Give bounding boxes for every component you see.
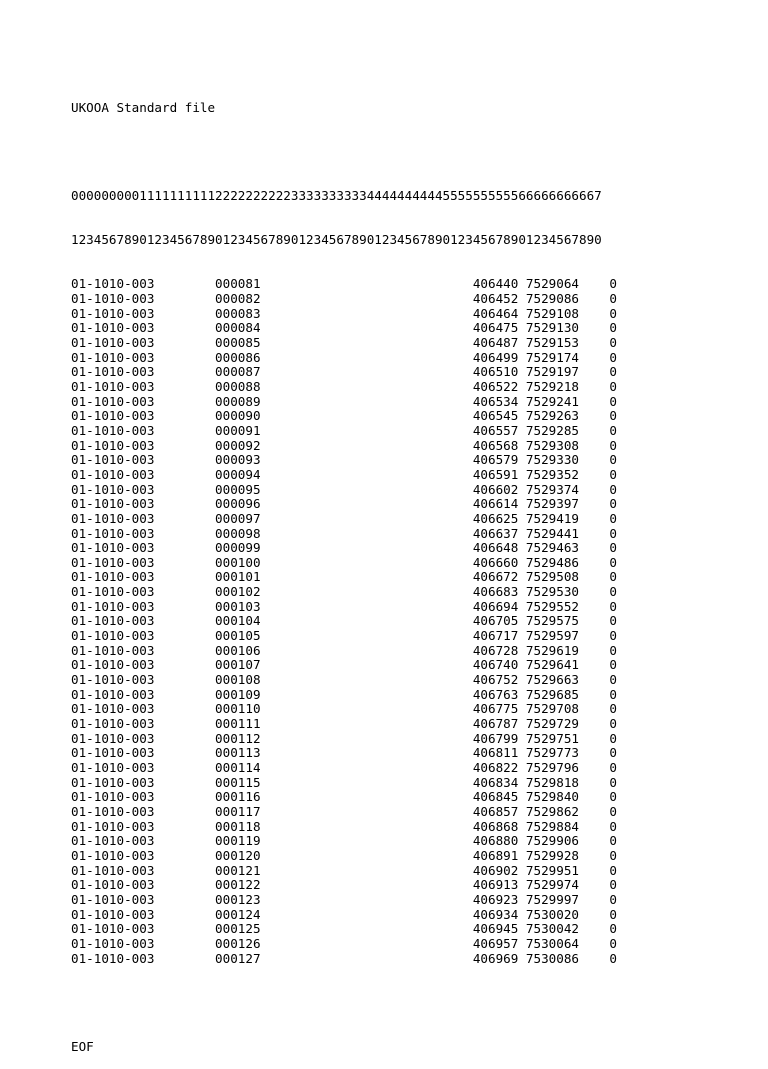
record-row: 01-1010-003 000092 406568 7529308 0: [71, 437, 617, 453]
record-row: 01-1010-003 000106 406728 7529619 0: [71, 642, 617, 658]
record-row: 01-1010-003 000086 406499 7529174 0: [71, 349, 617, 365]
record-row: 01-1010-003 000104 406705 7529575 0: [71, 613, 617, 629]
record-row: 01-1010-003 000084 406475 7529130 0: [71, 320, 617, 336]
column-ruler-units: 1234567890123456789012345678901234567890123456789012345678901234567890: [71, 232, 602, 248]
record-row: 01-1010-003 000098 406637 7529441 0: [71, 525, 617, 541]
record-row: 01-1010-003 000114 406822 7529796 0: [71, 760, 617, 775]
record-row: 01-1010-003 000117 406857 7529862 0: [71, 803, 617, 819]
record-row: 01-1010-003 000123 406923 7529997 0: [71, 891, 617, 907]
blank-line: [71, 145, 617, 160]
end-of-file-marker: EOF: [71, 1038, 94, 1054]
record-row: 01-1010-003 000110 406775 7529708 0: [71, 701, 617, 717]
record-row: 01-1010-003 000099 406648 7529463 0: [71, 540, 617, 556]
record-row: 01-1010-003 000102 406683 7529530 0: [71, 584, 617, 600]
record-row: 01-1010-003 000126 406957 7530064 0: [71, 935, 617, 951]
record-row: 01-1010-003 000093 406579 7529330 0: [71, 452, 617, 468]
record-row: 01-1010-003 000108 406752 7529663 0: [71, 672, 617, 688]
document-title: UKOOA Standard file: [71, 100, 216, 116]
ukooa-document: [71, 72, 617, 1069]
record-row: 01-1010-003 000083 406464 7529108 0: [71, 305, 617, 321]
record-row: 01-1010-003 000103 406694 7529552 0: [71, 598, 617, 614]
record-row: 01-1010-003 000105 406717 7529597 0: [71, 628, 617, 644]
record-row: 01-1010-003 000082 406452 7529086 0: [71, 291, 617, 306]
record-row: 01-1010-003 000088 406522 7529218 0: [71, 378, 617, 394]
record-row: 01-1010-003 000121 406902 7529951 0: [71, 862, 617, 878]
record-row: 01-1010-003 000120 406891 7529928 0: [71, 847, 617, 863]
record-row: 01-1010-003 000107 406740 7529641 0: [71, 657, 617, 673]
record-row: 01-1010-003 000127 406969 7530086 0: [71, 950, 617, 966]
record-row: 01-1010-003 000081 406440 7529064 0: [71, 276, 617, 292]
record-row: 01-1010-003 000125 406945 7530042 0: [71, 921, 617, 937]
record-row: 01-1010-003 000109 406763 7529685 0: [71, 686, 617, 702]
record-row: 01-1010-003 000094 406591 7529352 0: [71, 466, 617, 482]
record-row: 01-1010-003 000091 406557 7529285 0: [71, 422, 617, 438]
record-row: 01-1010-003 000096 406614 7529397 0: [71, 496, 617, 512]
record-row: 01-1010-003 000124 406934 7530020 0: [71, 906, 617, 922]
record-row: 01-1010-003 000087 406510 7529197 0: [71, 364, 617, 380]
record-row: 01-1010-003 000122 406913 7529974 0: [71, 877, 617, 893]
record-row: 01-1010-003 000115 406834 7529818 0: [71, 774, 617, 790]
record-list: [71, 277, 617, 966]
record-row: 01-1010-003 000119 406880 7529906 0: [71, 833, 617, 849]
record-row: 01-1010-003 000085 406487 7529153 0: [71, 334, 617, 350]
record-row: 01-1010-003 000111 406787 7529729 0: [71, 716, 617, 732]
record-row: 01-1010-003 000101 406672 7529508 0: [71, 569, 617, 585]
blank-line: [71, 996, 617, 1011]
record-row: 01-1010-003 000095 406602 7529374 0: [71, 481, 617, 497]
record-row: 01-1010-003 000090 406545 7529263 0: [71, 408, 617, 424]
record-row: 01-1010-003 000100 406660 7529486 0: [71, 554, 617, 570]
record-row: 01-1010-003 000116 406845 7529840 0: [71, 789, 617, 805]
record-row: 01-1010-003 000113 406811 7529773 0: [71, 745, 617, 761]
record-row: 01-1010-003 000118 406868 7529884 0: [71, 818, 617, 834]
column-ruler-tens: 0000000001111111111222222222233333333334444444444555555555566666666667: [71, 188, 602, 204]
record-row: 01-1010-003 000112 406799 7529751 0: [71, 730, 617, 746]
record-row: 01-1010-003 000089 406534 7529241 0: [71, 393, 617, 409]
record-row: 01-1010-003 000097 406625 7529419 0: [71, 510, 617, 526]
